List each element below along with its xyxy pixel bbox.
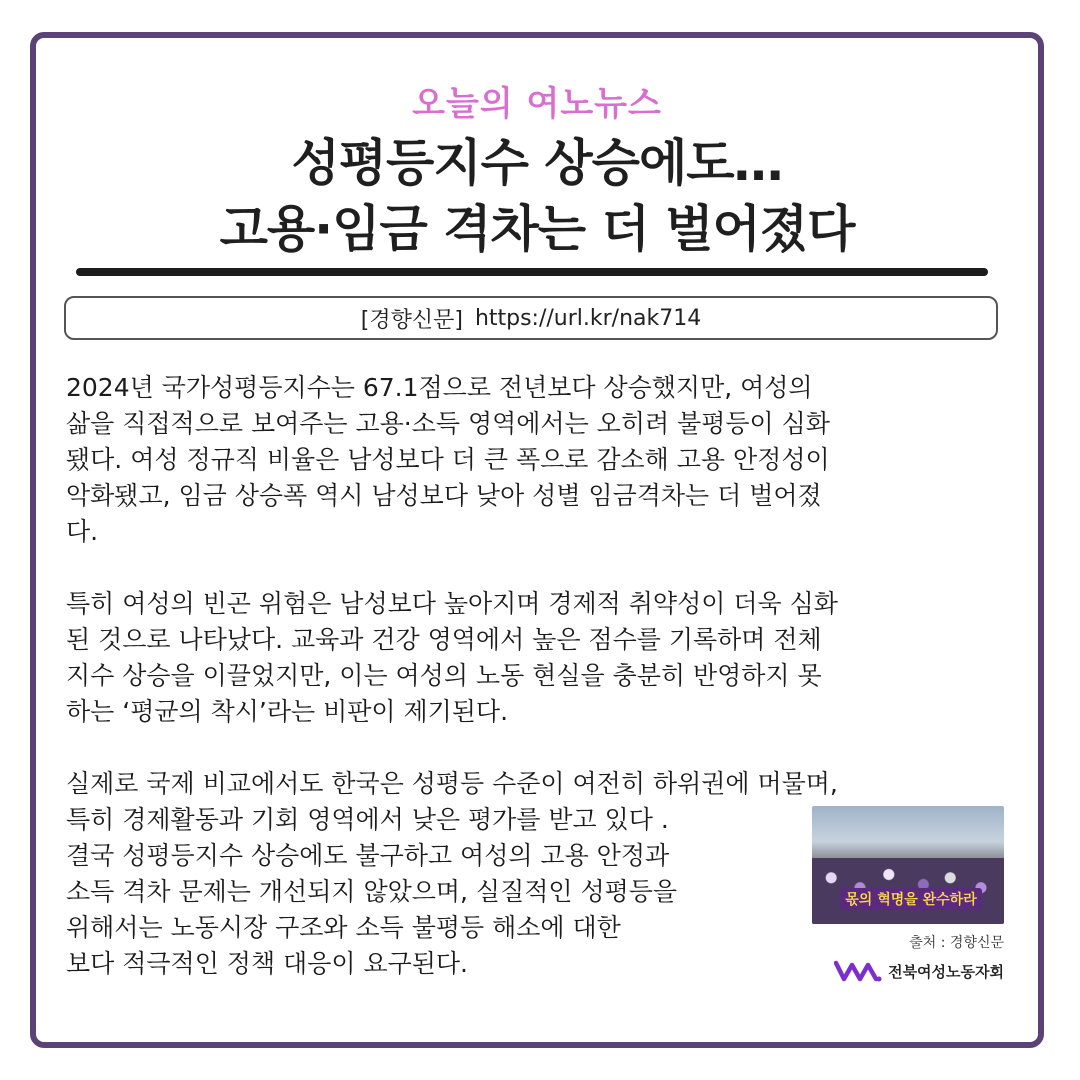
protest-photo (812, 806, 1004, 924)
source-outlet: [경향신문] (360, 307, 463, 333)
org-name: 전북여성노동자회 (888, 962, 1004, 981)
photo-caption: 출처 : 경향신문 (909, 935, 1004, 951)
headline-line-1: 성평등지수 상승에도… (291, 134, 783, 192)
photo-banner: 몫의 혁명을 완수하라 (840, 888, 982, 910)
source-box (64, 296, 998, 340)
headline-line-2: 고용·임금 격차는 더 벌어졌다 (219, 200, 855, 258)
divider (76, 268, 988, 276)
paragraph-1: 2024년 국가성평등지수는 67.1점으로 전년보다 상승했지만, 여성의 삶을 직접적으로 보여주는 고용·소득 영역에서는 오히려 불평등이 심화 됐다. 여성 정규직 비율은 남성보다 더 큰 폭으로 감소해 고용 안정성이 악화됐고, 임금 상승폭 역시 남성보다 낮아 성별 임금격차는 더 벌어졌 다. (66, 373, 830, 546)
paragraph-3: 실제로 국제 비교에서도 한국은 성평등 수준이 여전히 하위권에 머물며, 특히 경제활동과 기회 영역에서 낮은 평가를 받고 있다 . 결국 성평등지수 상승에도 불구하고 여성의 고용 안정과 소득 격차 문제는 개선되지 않았으며, 실질적인 성평등을 위해서는 노동시장 구조와 소득 불평등 해소에 대한 보다 적극적인 정책 대응이 요구된다. (66, 769, 838, 978)
organization-signature (812, 956, 1004, 986)
paragraph-2: 특히 여성의 빈곤 위험은 남성보다 높아지며 경제적 취약성이 더욱 심화 된 것으로 나타났다. 교육과 건강 영역에서 높은 점수를 기록하며 전체 지수 상승을 이끌었지만, 이는 여성의 노동 현실을 충분히 반영하지 못 하는 ‘평균의 착시’라는 비판이 제기된다. (66, 589, 838, 726)
headline (36, 130, 1038, 262)
org-logo-icon (834, 959, 882, 983)
card-frame (30, 32, 1044, 1048)
kicker-label: 오늘의 여노뉴스 (412, 84, 662, 124)
source-url-link[interactable]: https://url.kr/nak714 (474, 305, 702, 331)
